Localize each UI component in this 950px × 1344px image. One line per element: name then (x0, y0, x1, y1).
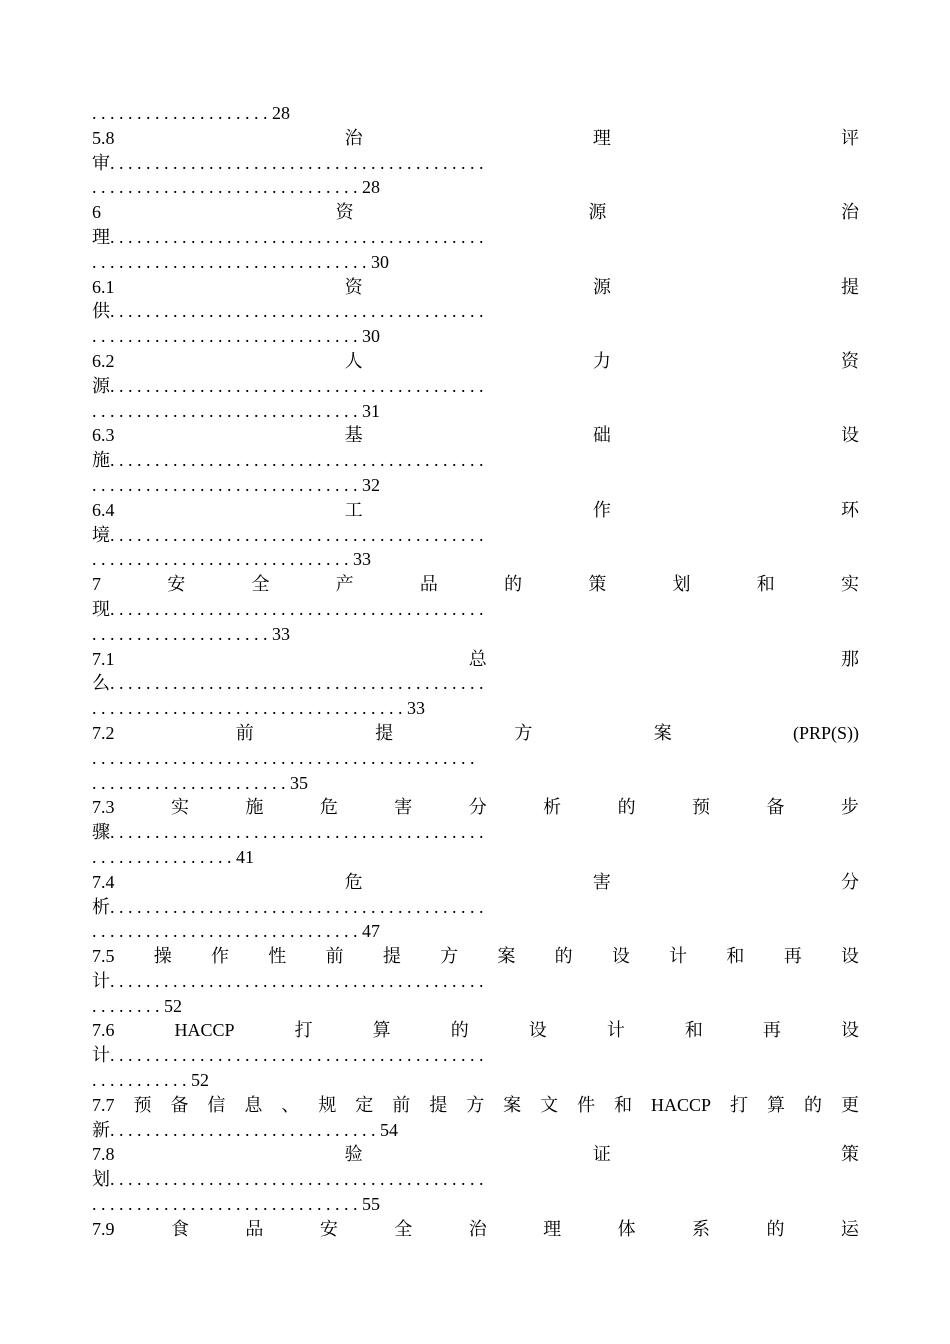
toc-leader-text: 骤. . . . . . . . . . . . . . . . . . . . . . . . . . . . . . . . . . . . . . . . . . (92, 822, 484, 843)
toc-title-char: 设 (840, 1020, 859, 1041)
toc-leader-text: . . . . . . . . . . . . . . . . . . . . . . . . . . . . . . 30 (92, 326, 380, 347)
toc-section-number: 7.4 (92, 871, 115, 892)
toc-leader-line (92, 1043, 859, 1068)
toc-leader-text: . . . . . . . . . . . . . . . . . . . . . . . . . . . . . 33 (92, 549, 371, 570)
toc-title-char: 和 (614, 1094, 633, 1115)
toc-section-number: 6.1 (92, 276, 115, 297)
toc-section-number: 7.7 (92, 1094, 115, 1115)
toc-section-number: 6.2 (92, 350, 115, 371)
toc-section-number: 7.5 (92, 946, 115, 967)
toc-leader-text: . . . . . . . . . . . . . . . . 41 (92, 846, 254, 867)
toc-leader-line (92, 919, 859, 944)
toc-leader-line (92, 250, 859, 275)
toc-leader-text: . . . . . . . . 52 (92, 995, 182, 1016)
toc-entry-heading (92, 795, 859, 820)
toc-title-char: 规 (318, 1094, 337, 1115)
toc-leader-text: 源. . . . . . . . . . . . . . . . . . . . . . . . . . . . . . . . . . . . . . . . . . (92, 375, 484, 396)
toc-section-number: 7.2 (92, 722, 115, 743)
toc-title-char: 的 (766, 1218, 785, 1239)
toc-leader-line (92, 225, 859, 250)
toc-title-char: 定 (355, 1094, 374, 1115)
toc-title-char: 前 (325, 946, 344, 967)
toc-title-char: 件 (577, 1094, 596, 1115)
toc-title-char: 安 (167, 574, 186, 595)
toc-title-char: 操 (153, 946, 172, 967)
toc-leader-text: 么. . . . . . . . . . . . . . . . . . . . . . . . . . . . . . . . . . . . . . . . . . (92, 673, 484, 694)
toc-section-number: 6 (92, 202, 101, 223)
toc-section-number: 7.9 (92, 1218, 115, 1239)
toc-section-number: 7.8 (92, 1144, 115, 1165)
toc-entry-heading (92, 275, 859, 300)
toc-title-char: 分 (468, 797, 487, 818)
toc-title-char: 资 (344, 276, 363, 297)
toc-leader-line (92, 1118, 859, 1143)
toc-title-char: 工 (344, 499, 363, 520)
toc-title-char: 步 (840, 797, 859, 818)
toc-leader-text: . . . . . . . . . . . . . . . . . . . . . . . . . . . . . . 47 (92, 921, 380, 942)
toc-entry-heading (92, 1217, 859, 1242)
toc-title-char: 备 (766, 797, 785, 818)
toc-leader-text: 审. . . . . . . . . . . . . . . . . . . . . . . . . . . . . . . . . . . . . . . . . . (92, 152, 484, 173)
toc-title-char: 治 (840, 202, 859, 223)
toc-title-char: 作 (211, 946, 230, 967)
toc-leader-line (92, 151, 859, 176)
toc-leader-line (92, 448, 859, 473)
toc-entry-heading (92, 1018, 859, 1043)
toc-title-char: 全 (251, 574, 270, 595)
toc-leader-line (92, 1167, 859, 1192)
toc-title-char: 害 (394, 797, 413, 818)
toc-title-char: 的 (617, 797, 636, 818)
toc-section-number: 7.1 (92, 648, 115, 669)
toc-section-number: 6.4 (92, 499, 115, 520)
toc-title-char: 案 (503, 1094, 522, 1115)
toc-title-char: 计 (606, 1020, 625, 1041)
toc-title-char: 策 (588, 574, 607, 595)
toc-title-char: 础 (592, 425, 611, 446)
toc-leader-line (92, 324, 859, 349)
toc-title-char: 资 (840, 350, 859, 371)
toc-leader-text: 现. . . . . . . . . . . . . . . . . . . . . . . . . . . . . . . . . . . . . . . . . . (92, 598, 484, 619)
toc-title-char: 安 (319, 1218, 338, 1239)
toc-leader-text: . . . . . . . . . . . . . . . . . . . . . . . . . . . . . . . . . . . . . . . . . . . (92, 747, 475, 768)
toc-title-char: 前 (392, 1094, 411, 1115)
toc-entry-heading (92, 870, 859, 895)
toc-title-char: 理 (543, 1218, 562, 1239)
toc-leader-text: 供. . . . . . . . . . . . . . . . . . . . . . . . . . . . . . . . . . . . . . . . . . (92, 301, 484, 322)
toc-title-char: 提 (382, 946, 401, 967)
toc-leader-text: . . . . . . . . . . . . . . . . . . . . . . . . . . . . . . 31 (92, 400, 380, 421)
toc-title-char: 设 (840, 946, 859, 967)
toc-title-char: 证 (592, 1144, 611, 1165)
toc-title-char: 害 (592, 871, 611, 892)
toc-section-number: 5.8 (92, 127, 115, 148)
toc-leader-text: 计. . . . . . . . . . . . . . . . . . . . . . . . . . . . . . . . . . . . . . . . . . (92, 970, 484, 991)
toc-leader-line (92, 746, 859, 771)
toc-title-char: 作 (592, 499, 611, 520)
toc-title-char: 和 (756, 574, 775, 595)
toc-title-char: 再 (783, 946, 802, 967)
toc-title-char: 备 (170, 1094, 189, 1115)
toc-title-char: 和 (684, 1020, 703, 1041)
toc-title-char: 理 (592, 127, 611, 148)
toc-title-char: 方 (514, 722, 533, 743)
toc-leader-text: . . . . . . . . . . . . . . . . . . . . 28 (92, 103, 290, 123)
toc-title-char: 前 (235, 722, 254, 743)
toc-title-char: 设 (840, 425, 859, 446)
toc-leader-text: 境. . . . . . . . . . . . . . . . . . . . . . . . . . . . . . . . . . . . . . . . . . (92, 524, 484, 545)
toc-leader-line (92, 771, 859, 796)
toc-leader-text: . . . . . . . . . . . 52 (92, 1070, 209, 1091)
toc-title-char: 产 (335, 574, 354, 595)
toc-title-char: 的 (450, 1020, 469, 1041)
toc-leader-text: 新. . . . . . . . . . . . . . . . . . . . . . . . . . . . . . 54 (92, 1119, 398, 1140)
toc-page (92, 101, 859, 1242)
toc-title-char: 系 (692, 1218, 710, 1239)
toc-title-char: 设 (611, 946, 630, 967)
toc-title-char: HACCP (651, 1094, 712, 1115)
toc-title-char: 信 (207, 1094, 226, 1115)
toc-leader-line (92, 374, 859, 399)
toc-title-char: 施 (245, 797, 264, 818)
toc-title-char: 提 (375, 722, 394, 743)
toc-title-char: 治 (468, 1218, 487, 1239)
toc-title-char: 方 (466, 1094, 485, 1115)
toc-leader-line (92, 597, 859, 622)
toc-title-char: 人 (344, 350, 363, 371)
toc-leader-text: 理. . . . . . . . . . . . . . . . . . . . . . . . . . . . . . . . . . . . . . . . . . (92, 226, 484, 247)
toc-leader-text: 施. . . . . . . . . . . . . . . . . . . . . . . . . . . . . . . . . . . . . . . . . . (92, 450, 484, 471)
toc-title-char: 划 (672, 574, 691, 595)
toc-title-char: 再 (762, 1020, 781, 1041)
toc-title-char: 的 (803, 1094, 822, 1115)
toc-leader-line (92, 895, 859, 920)
toc-title-char: 实 (170, 797, 189, 818)
toc-title-char: 文 (540, 1094, 559, 1115)
toc-title-char: 打 (730, 1094, 749, 1115)
toc-title-char: 案 (497, 946, 516, 967)
toc-section-number: 6.3 (92, 425, 115, 446)
toc-leader-line (92, 820, 859, 845)
toc-leader-line (92, 547, 859, 572)
toc-leader-line (92, 622, 859, 647)
toc-entry-heading (92, 1142, 859, 1167)
toc-title-char: 析 (543, 797, 562, 818)
toc-title-char: (PRP(S)) (792, 722, 859, 743)
toc-entry-heading (92, 498, 859, 523)
toc-section-number: 7 (92, 574, 101, 595)
toc-leader-text: . . . . . . . . . . . . . . . . . . . . . . . . . . . . . . 55 (92, 1194, 380, 1215)
toc-leader-text: . . . . . . . . . . . . . . . . . . . . . . . . . . . . . . . 30 (92, 251, 389, 272)
toc-leader-line (92, 523, 859, 548)
toc-title-char: 力 (592, 350, 611, 371)
toc-title-char: 算 (372, 1020, 391, 1041)
toc-leader-text: 析. . . . . . . . . . . . . . . . . . . . . . . . . . . . . . . . . . . . . . . . . . (92, 896, 484, 917)
toc-title-char: 食 (170, 1218, 189, 1239)
toc-entry-heading (92, 647, 859, 672)
toc-title-char: 息 (244, 1094, 263, 1115)
toc-title-char: 基 (344, 425, 363, 446)
toc-title-char: 品 (245, 1218, 264, 1239)
toc-title-char: 打 (294, 1020, 313, 1041)
toc-title-char: 案 (653, 722, 672, 743)
toc-title-char: 环 (840, 499, 859, 520)
toc-entry-heading (92, 423, 859, 448)
toc-leader-line (92, 175, 859, 200)
toc-title-char: 的 (504, 574, 523, 595)
toc-title-char: 危 (319, 797, 338, 818)
toc-title-char: 分 (840, 871, 859, 892)
toc-title-char: 品 (419, 574, 438, 595)
toc-title-char: 源 (588, 202, 607, 223)
toc-leader-line (92, 1192, 859, 1217)
toc-title-char: 那 (841, 648, 859, 669)
toc-title-char: 性 (268, 946, 287, 967)
toc-title-char: 和 (726, 946, 745, 967)
toc-title-char: 策 (840, 1144, 859, 1165)
toc-leader-line (92, 994, 859, 1019)
toc-entry-heading (92, 349, 859, 374)
toc-leader-text: . . . . . . . . . . . . . . . . . . . . . . . . . . . . . . 32 (92, 474, 380, 495)
toc-section-number: 7.3 (92, 797, 115, 818)
toc-title-char: 设 (528, 1020, 547, 1041)
toc-entry-heading (92, 572, 859, 597)
toc-title-char: 方 (440, 946, 459, 967)
toc-leader-line (92, 696, 859, 721)
toc-entry-heading (92, 721, 859, 746)
toc-title-char: 全 (394, 1218, 413, 1239)
toc-leader-text: . . . . . . . . . . . . . . . . . . . . . . 35 (92, 772, 308, 793)
toc-leader-line (92, 399, 859, 424)
toc-leader-line (92, 1068, 859, 1093)
toc-title-char: 预 (133, 1094, 152, 1115)
toc-title-char: 提 (429, 1094, 448, 1115)
toc-entry-heading (92, 200, 859, 225)
toc-title-char: 更 (840, 1094, 859, 1115)
toc-title-char: 资 (335, 202, 354, 223)
toc-title-char: 提 (840, 276, 859, 297)
toc-leader-line (92, 473, 859, 498)
toc-title-char: 的 (554, 946, 573, 967)
toc-title-char: 评 (840, 127, 859, 148)
toc-title-char: 实 (840, 574, 859, 595)
toc-title-char: 体 (617, 1218, 636, 1239)
toc-title-char: 、 (281, 1094, 300, 1115)
toc-title-char: 计 (669, 946, 688, 967)
toc-leader-text: . . . . . . . . . . . . . . . . . . . . . . . . . . . . . . 28 (92, 177, 380, 198)
toc-entry-heading (92, 1093, 859, 1118)
toc-leader-text: 划. . . . . . . . . . . . . . . . . . . . . . . . . . . . . . . . . . . . . . . . . . (92, 1169, 484, 1190)
toc-title-char: 源 (592, 276, 611, 297)
toc-leader-line (92, 969, 859, 994)
toc-leader-text: . . . . . . . . . . . . . . . . . . . . 33 (92, 623, 290, 644)
toc-entry-heading (92, 944, 859, 969)
toc-title-char: 总 (468, 648, 487, 669)
toc-section-number: 7.6 (92, 1020, 115, 1041)
toc-title-char: 算 (767, 1094, 785, 1115)
toc-title-char: 验 (344, 1144, 363, 1165)
toc-leader-line (92, 299, 859, 324)
toc-title-char: 危 (344, 871, 363, 892)
toc-title-char: 治 (344, 127, 363, 148)
toc-title-char: 预 (692, 797, 710, 818)
toc-leader-text: 计. . . . . . . . . . . . . . . . . . . . . . . . . . . . . . . . . . . . . . . . . . (92, 1045, 484, 1066)
toc-title-char: 运 (840, 1218, 859, 1239)
toc-entry-heading (92, 126, 859, 151)
toc-leader-line (92, 671, 859, 696)
toc-leader-line (92, 845, 859, 870)
toc-title-char: HACCP (174, 1020, 235, 1041)
toc-leader-line (92, 101, 859, 126)
toc-leader-text: . . . . . . . . . . . . . . . . . . . . . . . . . . . . . . . . . . . 33 (92, 698, 425, 719)
